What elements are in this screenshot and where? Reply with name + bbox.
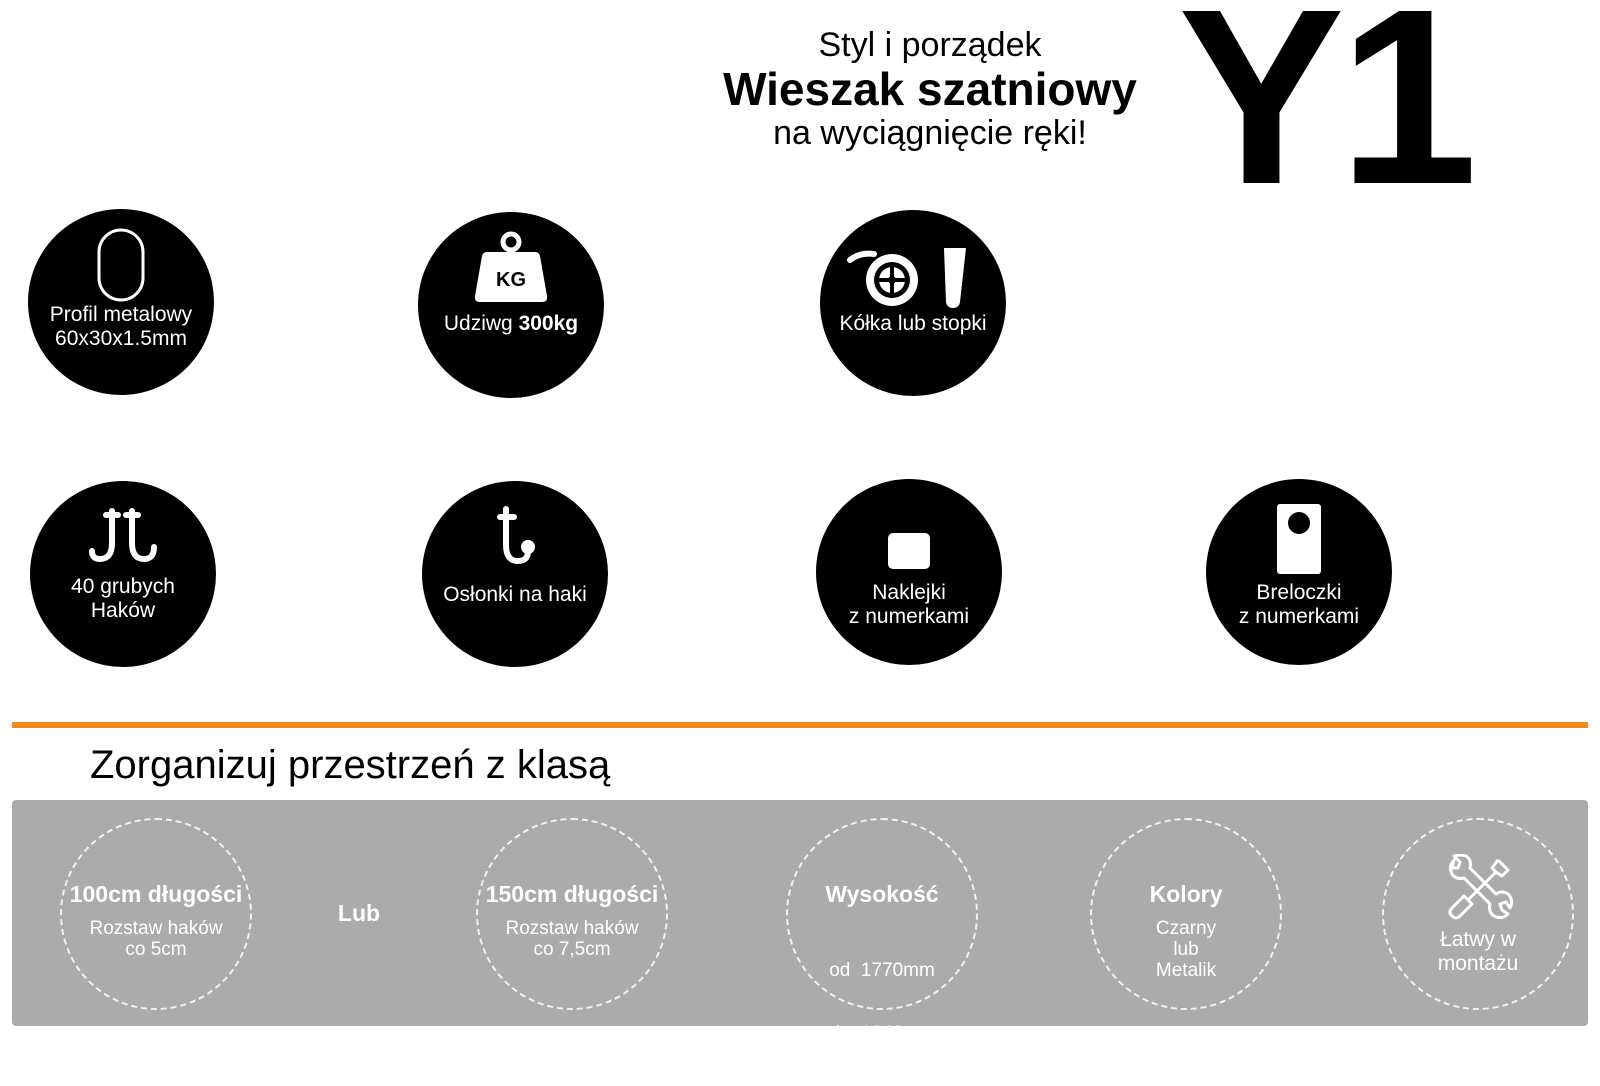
hook-cap-icon bbox=[492, 505, 538, 569]
feature-stickers-label-1: Naklejki bbox=[872, 581, 946, 604]
spec-length-100 bbox=[60, 818, 252, 1010]
spec-length-150-title: 150cm długości bbox=[485, 881, 659, 907]
header-tagline bbox=[700, 26, 1160, 152]
model-name: Y1 bbox=[1178, 0, 1472, 236]
feature-stickers bbox=[816, 479, 1002, 665]
profile-icon bbox=[96, 227, 146, 303]
weight-icon-text: KG bbox=[496, 269, 526, 291]
keytag-icon bbox=[1276, 503, 1322, 575]
tools-icon bbox=[1446, 854, 1514, 922]
spec-colors-title: Kolory bbox=[1149, 881, 1223, 907]
feature-load-value: 300kg bbox=[518, 312, 579, 335]
spec-length-100-line-1: Rozstaw haków bbox=[89, 918, 223, 939]
feature-profile-label-1: Profil metalowy bbox=[49, 303, 193, 326]
feature-load-capacity bbox=[418, 212, 604, 398]
spec-assembly bbox=[1382, 818, 1574, 1010]
spec-assembly-line-2: montażu bbox=[1437, 952, 1519, 975]
or-label: Lub bbox=[337, 900, 381, 926]
spec-colors-line-2: lub bbox=[1173, 939, 1199, 960]
spec-height-line-1: od 1770mm bbox=[829, 960, 935, 981]
spec-height-title: Wysokość bbox=[825, 881, 939, 907]
feature-hooks bbox=[30, 481, 216, 667]
weight-kg-icon bbox=[473, 230, 549, 306]
spec-height bbox=[786, 818, 978, 1044]
product-title: Wieszak szatniowy bbox=[723, 63, 1137, 115]
feature-profile-label-2: 60x30x1.5mm bbox=[55, 327, 187, 350]
sticker-icon bbox=[886, 531, 932, 571]
spec-length-100-title: 100cm długości bbox=[69, 881, 243, 907]
section-title: Zorganizuj przestrzeń z klasą bbox=[90, 743, 611, 787]
feature-hooks-label-1: 40 grubych bbox=[71, 575, 175, 598]
spec-length-100-line-2: co 5cm bbox=[125, 939, 187, 960]
spec-length-150-line-2: co 7,5cm bbox=[533, 939, 611, 960]
spec-assembly-line-1: Łatwy w bbox=[1440, 928, 1516, 951]
double-hook-icon bbox=[88, 507, 158, 567]
feature-load-label: Udziwg bbox=[443, 312, 519, 335]
tagline-line-3: na wyciągnięcie ręki! bbox=[773, 114, 1087, 152]
feature-stickers-label-2: z numerkami bbox=[848, 605, 970, 628]
spec-length-150-line-1: Rozstaw haków bbox=[505, 918, 639, 939]
feature-key-tags-label-2: z numerkami bbox=[1238, 605, 1360, 628]
feature-casters bbox=[820, 210, 1006, 396]
spec-height-line-2: do 1840mm bbox=[829, 1023, 935, 1044]
feature-casters-label: Kółka lub stopki bbox=[839, 312, 987, 335]
feature-hook-caps bbox=[422, 481, 608, 667]
spec-colors-line-3: Metalik bbox=[1155, 960, 1217, 981]
section-divider bbox=[12, 722, 1588, 728]
feature-profile bbox=[28, 209, 214, 395]
feature-hooks-label-2: Haków bbox=[90, 599, 156, 622]
feature-hook-caps-label: Osłonki na haki bbox=[443, 583, 587, 606]
spec-colors-line-1: Czarny bbox=[1155, 918, 1217, 939]
spec-length-150 bbox=[476, 818, 668, 1010]
spec-colors bbox=[1090, 818, 1282, 1010]
feature-key-tags bbox=[1206, 479, 1392, 665]
tagline-line-1: Styl i porządek bbox=[818, 26, 1042, 64]
feature-key-tags-label-1: Breloczki bbox=[1256, 581, 1342, 604]
caster-and-foot-icon bbox=[840, 230, 980, 310]
